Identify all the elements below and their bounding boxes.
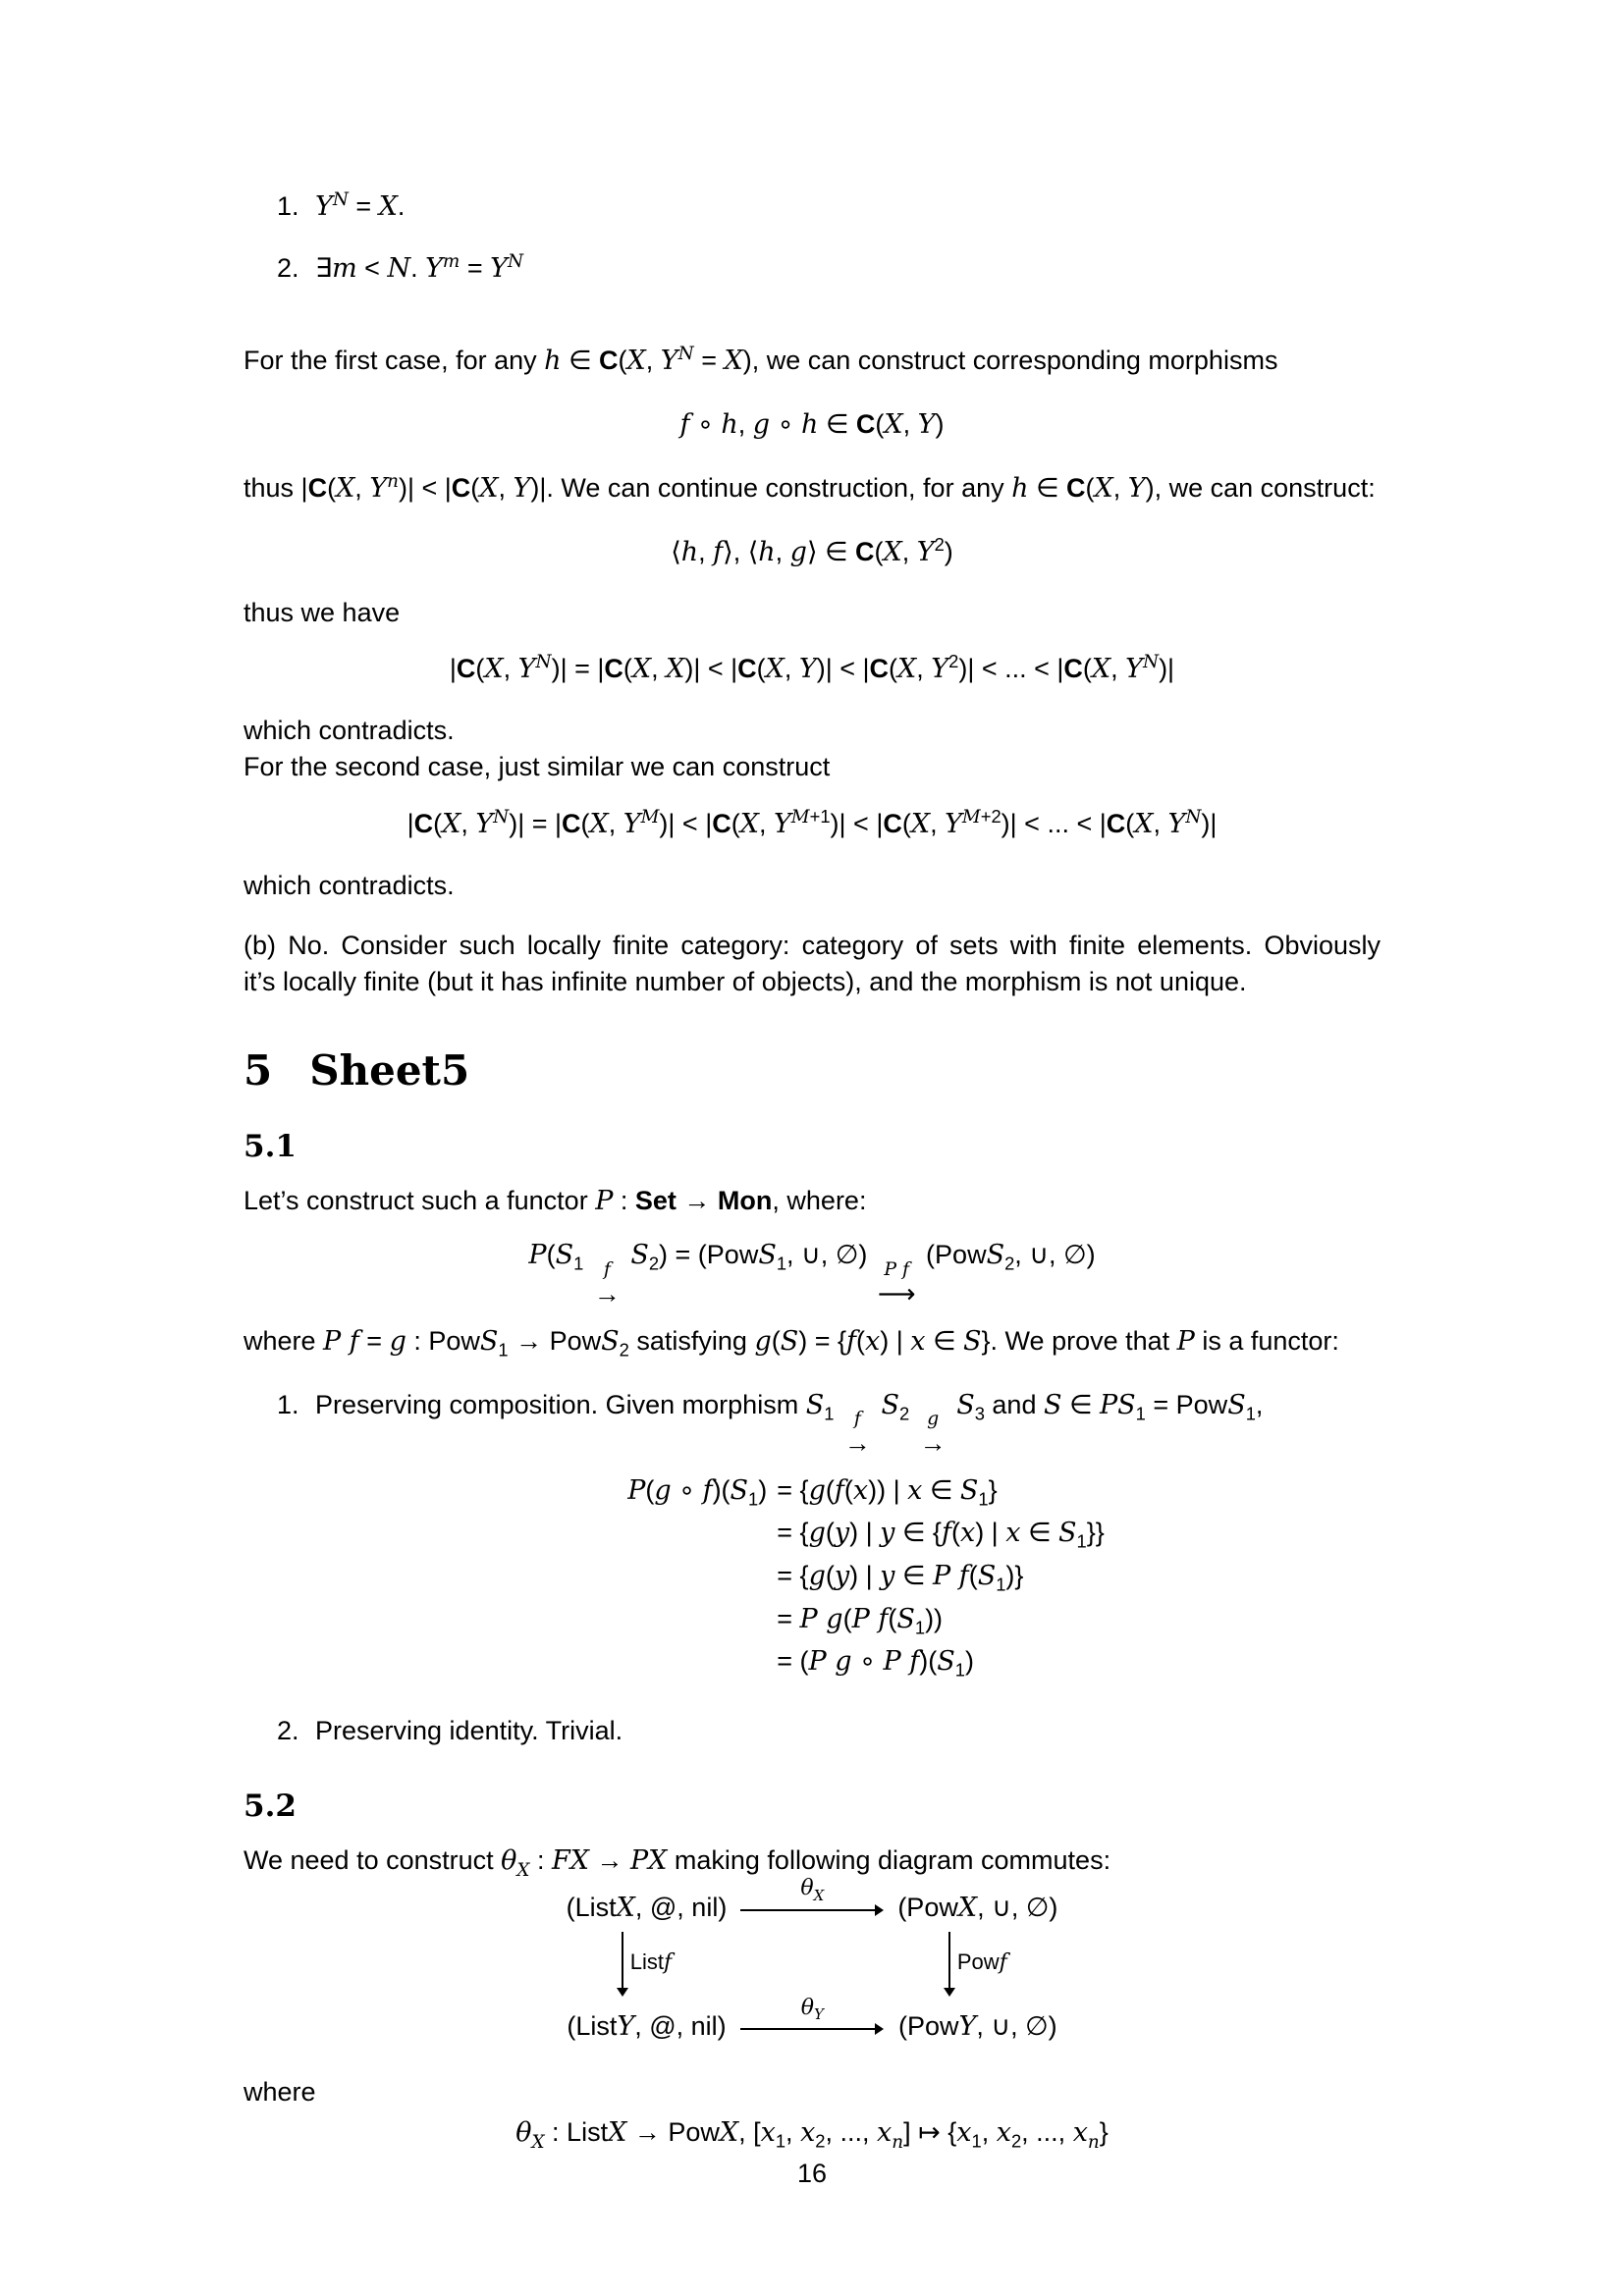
paragraph: which contradicts. bbox=[244, 716, 455, 745]
aligned-equations bbox=[519, 1469, 1104, 1683]
list-item-text: Preserving identity. Trivial. bbox=[315, 1715, 623, 1745]
diagram-node-bottom-right: (PowY, ∪, ∅) bbox=[898, 2010, 1057, 2042]
bottom-arrow bbox=[738, 1995, 886, 2044]
list-item-text: $Y^N = X$. bbox=[315, 189, 406, 222]
paragraph bbox=[244, 928, 1380, 1001]
list-item-text: ∃m < N. $Y^m = Y^N$ bbox=[315, 251, 524, 285]
top-arrow-label: $\theta_X$ bbox=[800, 1876, 825, 1904]
align-rhs: = P g(P $f(S_1)$) bbox=[777, 1603, 944, 1637]
left-vertical-arrow bbox=[567, 1926, 728, 2008]
left-arrow-label: Listf bbox=[629, 1949, 673, 1976]
align-rhs: = {g(y) | y ∈ P $f(S_1)$} bbox=[777, 1560, 1024, 1595]
math-equation: |C(X, $Y^N)| = |C(X$, X)| < |C(X, Y)| < |C(X, $Y^2)|$ < ... < |C(X, $Y^N)|$ bbox=[449, 650, 1175, 684]
down-arrow-icon bbox=[622, 1932, 623, 1995]
section-heading bbox=[244, 1046, 1380, 1095]
paragraph: Let’s construct such a functor P : Set → Mon, where: bbox=[244, 1186, 867, 1217]
align-lhs: P(g ∘ $f)(S_1)$ bbox=[627, 1474, 768, 1510]
section-title: Sheet5 bbox=[309, 1045, 470, 1095]
align-row bbox=[519, 1555, 1104, 1598]
paragraph: thus we have bbox=[244, 597, 401, 627]
list-item bbox=[244, 250, 1380, 287]
align-row bbox=[519, 1640, 1104, 1683]
paragraph: thus |C(X, $Y^n)| < |C(X$, Y)|. We can continue construction, for any h ∈ C(X, Y), we can construct: bbox=[244, 471, 1376, 504]
list-item bbox=[244, 1713, 1380, 1749]
top-arrow bbox=[738, 1876, 886, 1925]
section-number: 5 bbox=[244, 1045, 273, 1095]
paragraph: where bbox=[244, 2077, 316, 2108]
list-item bbox=[244, 188, 1380, 225]
diagram-node-top-left: (ListX, @, nil) bbox=[566, 1892, 728, 1923]
list-item bbox=[244, 1387, 1380, 1459]
right-arrow-label: Powf bbox=[956, 1949, 1007, 1976]
align-row bbox=[519, 1512, 1104, 1555]
list-marker: 2. bbox=[277, 1715, 299, 1745]
subsection-heading: 5.1 bbox=[244, 1128, 297, 1164]
page-number: 16 bbox=[796, 2159, 828, 2188]
commutative-diagram bbox=[566, 1876, 1058, 2046]
align-rhs: = {g(f(x)) | x ∈ $S_1$} bbox=[777, 1474, 998, 1510]
right-vertical-arrow bbox=[897, 1926, 1057, 2008]
paragraph: where P f = g : PowS$_1$ → PowS$_2$ satisfying g(S) = {f(x) | x ∈ S}. We prove that P is a functor: bbox=[244, 1325, 1339, 1361]
list-marker: 2. bbox=[277, 253, 299, 284]
math-equation: $P(S_1$ f → $S_2$) = (PowS$_1$, ∪, ∅) P f ⟶ (PowS$_2$, ∪, ∅) bbox=[528, 1240, 1096, 1308]
paragraph: We need to construct $\theta_X$ : FX → PX making following diagram commutes: bbox=[244, 1845, 1111, 1881]
diagram-node-bottom-left: (ListY, @, nil) bbox=[567, 2010, 727, 2042]
math-equation: |C(X, $Y^N)| = |C(X$, $Y^M)| < |C(X$, $Y^{M+1})| < |C(X$, $Y^{M+2})|$ < ... < |C(X, $Y^N)|$ bbox=[406, 805, 1218, 839]
list-item-text: Preserving composition. Given morphism $S_1$ f → $S_2$ g → $S_3$ and S ∈ $PS_1$ = PowS$_1$, bbox=[315, 1390, 1264, 1459]
math-equation: $\theta_X$ : ListX → PowX, [$x_1$, $x_2$, ..., $x_n$] ↦ {$x_1$, $x_2$, ..., $x_n$} bbox=[515, 2117, 1109, 2153]
paragraph: which contradicts. bbox=[244, 870, 455, 900]
down-arrow-icon bbox=[948, 1932, 950, 1995]
align-row bbox=[519, 1598, 1104, 1641]
subsection-heading: 5.2 bbox=[244, 1789, 297, 1825]
paragraph: For the first case, for any h ∈ C(X, $Y^N = X$), we can construct corresponding morphisms bbox=[244, 343, 1278, 376]
align-rhs: = (P g ∘ P $f)(S_1)$ bbox=[777, 1646, 974, 1681]
right-arrow-icon bbox=[740, 2028, 882, 2030]
align-row bbox=[519, 1469, 1104, 1513]
paragraph: For the second case, just similar we can construct bbox=[244, 752, 831, 782]
paragraph-line: it’s locally finite (but it has infinite number of objects), and the morphism is not unique. bbox=[244, 967, 1247, 997]
bottom-arrow-label: $\theta_Y$ bbox=[800, 1995, 824, 2023]
align-rhs: = {g(y) | y ∈ {f(x) | x ∈ $S_1$}} bbox=[777, 1518, 1105, 1552]
list-marker: 1. bbox=[277, 191, 299, 221]
math-equation: f ∘ h, g ∘ h ∈ C(X, Y) bbox=[679, 408, 945, 440]
paragraph-line: (b) No. Consider such locally finite category: category of sets with finite elements. Obviously bbox=[244, 931, 1380, 960]
list-marker: 1. bbox=[277, 1390, 299, 1420]
right-arrow-icon bbox=[740, 1909, 882, 1911]
math-equation: ⟨h, f⟩, ⟨h, g⟩ ∈ C(X, $Y^2$) bbox=[671, 534, 953, 568]
diagram-node-top-right: (PowX, ∪, ∅) bbox=[897, 1892, 1058, 1923]
